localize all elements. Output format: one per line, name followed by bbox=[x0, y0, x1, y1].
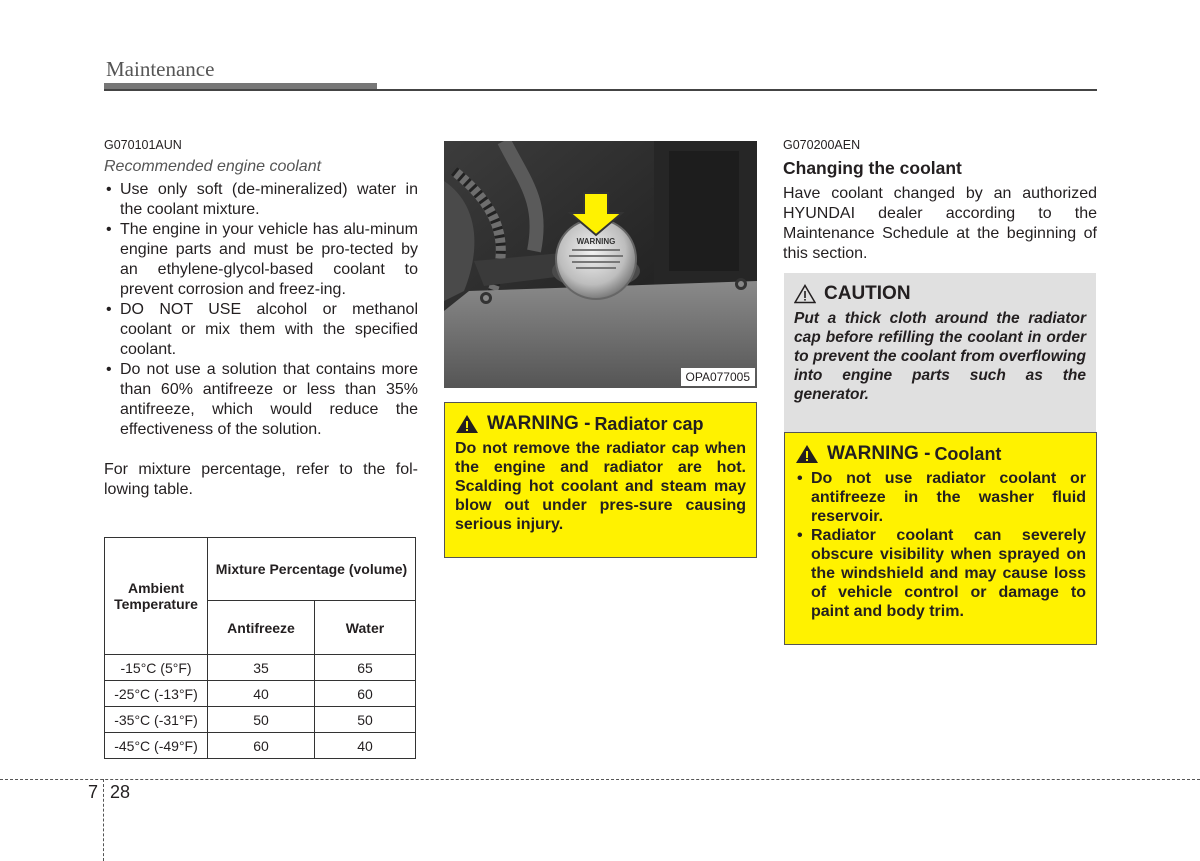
temp-cell: -45°C (-49°F) bbox=[105, 733, 208, 759]
list-item: • DO NOT USE alcohol or methanol coolant or mix them with the specified coolant. bbox=[104, 300, 418, 360]
temp-cell: -35°C (-31°F) bbox=[105, 707, 208, 733]
section-code: G070101AUN bbox=[104, 138, 182, 152]
warning-bullets bbox=[795, 469, 1086, 621]
water-cell: 40 bbox=[315, 733, 416, 759]
antifreeze-cell: 40 bbox=[208, 681, 315, 707]
table-row bbox=[105, 655, 416, 681]
antifreeze-cell: 35 bbox=[208, 655, 315, 681]
table-header-ambient: Ambient Temperature bbox=[105, 538, 208, 655]
chapter-number: 7 bbox=[88, 782, 99, 802]
section-body: Have coolant changed by an authorized HYUNDAI dealer according to the Maintenance Schedule at the beginning of this section. bbox=[783, 185, 1097, 262]
warning-body: Do not remove the radiator cap when the engine and radiator are hot. Scalding hot coolant and steam may blow out under pres-sure causing serious injury. bbox=[455, 440, 746, 533]
warning-subject: Radiator cap bbox=[594, 413, 704, 434]
caution-body: Put a thick cloth around the radiator cap before refilling the coolant in order to prevent the coolant from overflowing into engine parts such as the generator. bbox=[794, 310, 1086, 403]
radiator-cap-photo bbox=[444, 141, 757, 388]
page-number: 28 bbox=[110, 782, 131, 802]
cap-warning-label: WARNING bbox=[576, 237, 616, 246]
table-row bbox=[105, 681, 416, 707]
caution-box bbox=[784, 273, 1096, 437]
radiator-cap-warning bbox=[444, 402, 757, 558]
table-row bbox=[105, 707, 416, 733]
section-heading: Changing the coolant bbox=[783, 158, 962, 178]
warning-title bbox=[455, 413, 746, 435]
table-row bbox=[105, 733, 416, 759]
temp-cell: -25°C (-13°F) bbox=[105, 681, 208, 707]
right-column bbox=[783, 138, 1097, 264]
mixture-table bbox=[104, 537, 416, 759]
coolant-warning bbox=[784, 432, 1097, 645]
list-item: • Radiator coolant can severely obscure visibility when sprayed on the windshield and may cause loss of vehicle control or damage to paint and body trim. bbox=[795, 526, 1086, 621]
caution-title: CAUTION bbox=[824, 283, 911, 304]
page-section-title: Maintenance bbox=[106, 57, 215, 81]
caution-title-row bbox=[794, 283, 1086, 305]
temp-cell: -15°C (5°F) bbox=[105, 655, 208, 681]
left-column bbox=[104, 138, 418, 500]
table-header-mixture: Mixture Percentage (volume) bbox=[208, 538, 416, 601]
list-item: • Use only soft (de-mineralized) water in the coolant mixture. bbox=[104, 180, 418, 220]
header-rule bbox=[104, 89, 1097, 91]
water-cell: 50 bbox=[315, 707, 416, 733]
warning-label: WARNING - bbox=[487, 413, 591, 434]
table-header-water: Water bbox=[315, 601, 416, 655]
water-cell: 65 bbox=[315, 655, 416, 681]
antifreeze-cell: 50 bbox=[208, 707, 315, 733]
list-item: • The engine in your vehicle has alu-minum engine parts and must be pro-tected by an ethylene-glycol-based coolant to prevent corrosion and freez-ing. bbox=[104, 220, 418, 300]
list-item: • Do not use radiator coolant or antifreeze in the washer fluid reservoir. bbox=[795, 469, 1086, 526]
coolant-bullets bbox=[104, 180, 418, 440]
warning-label: WARNING - bbox=[827, 443, 931, 464]
section-subheading: Recommended engine coolant bbox=[104, 158, 322, 175]
antifreeze-cell: 60 bbox=[208, 733, 315, 759]
warning-title bbox=[795, 443, 1086, 465]
water-cell: 60 bbox=[315, 681, 416, 707]
footer-rule bbox=[0, 779, 1200, 780]
section-code: G070200AEN bbox=[783, 138, 861, 152]
warning-subject: Coolant bbox=[934, 443, 1002, 464]
caution-triangle-icon bbox=[794, 284, 816, 304]
warning-triangle-icon bbox=[795, 444, 819, 464]
figure-caption: OPA077005 bbox=[681, 368, 756, 386]
engine-bay-illustration bbox=[444, 141, 757, 388]
table-header-antifreeze: Antifreeze bbox=[208, 601, 315, 655]
warning-triangle-icon bbox=[455, 414, 479, 434]
list-item: • Do not use a solution that contains more than 60% antifreeze or less than 35% antifreeze, which would reduce the effectiveness of the solution. bbox=[104, 360, 418, 440]
table-intro: For mixture percentage, refer to the fol-lowing table. bbox=[104, 461, 418, 498]
footer-divider bbox=[103, 779, 104, 861]
